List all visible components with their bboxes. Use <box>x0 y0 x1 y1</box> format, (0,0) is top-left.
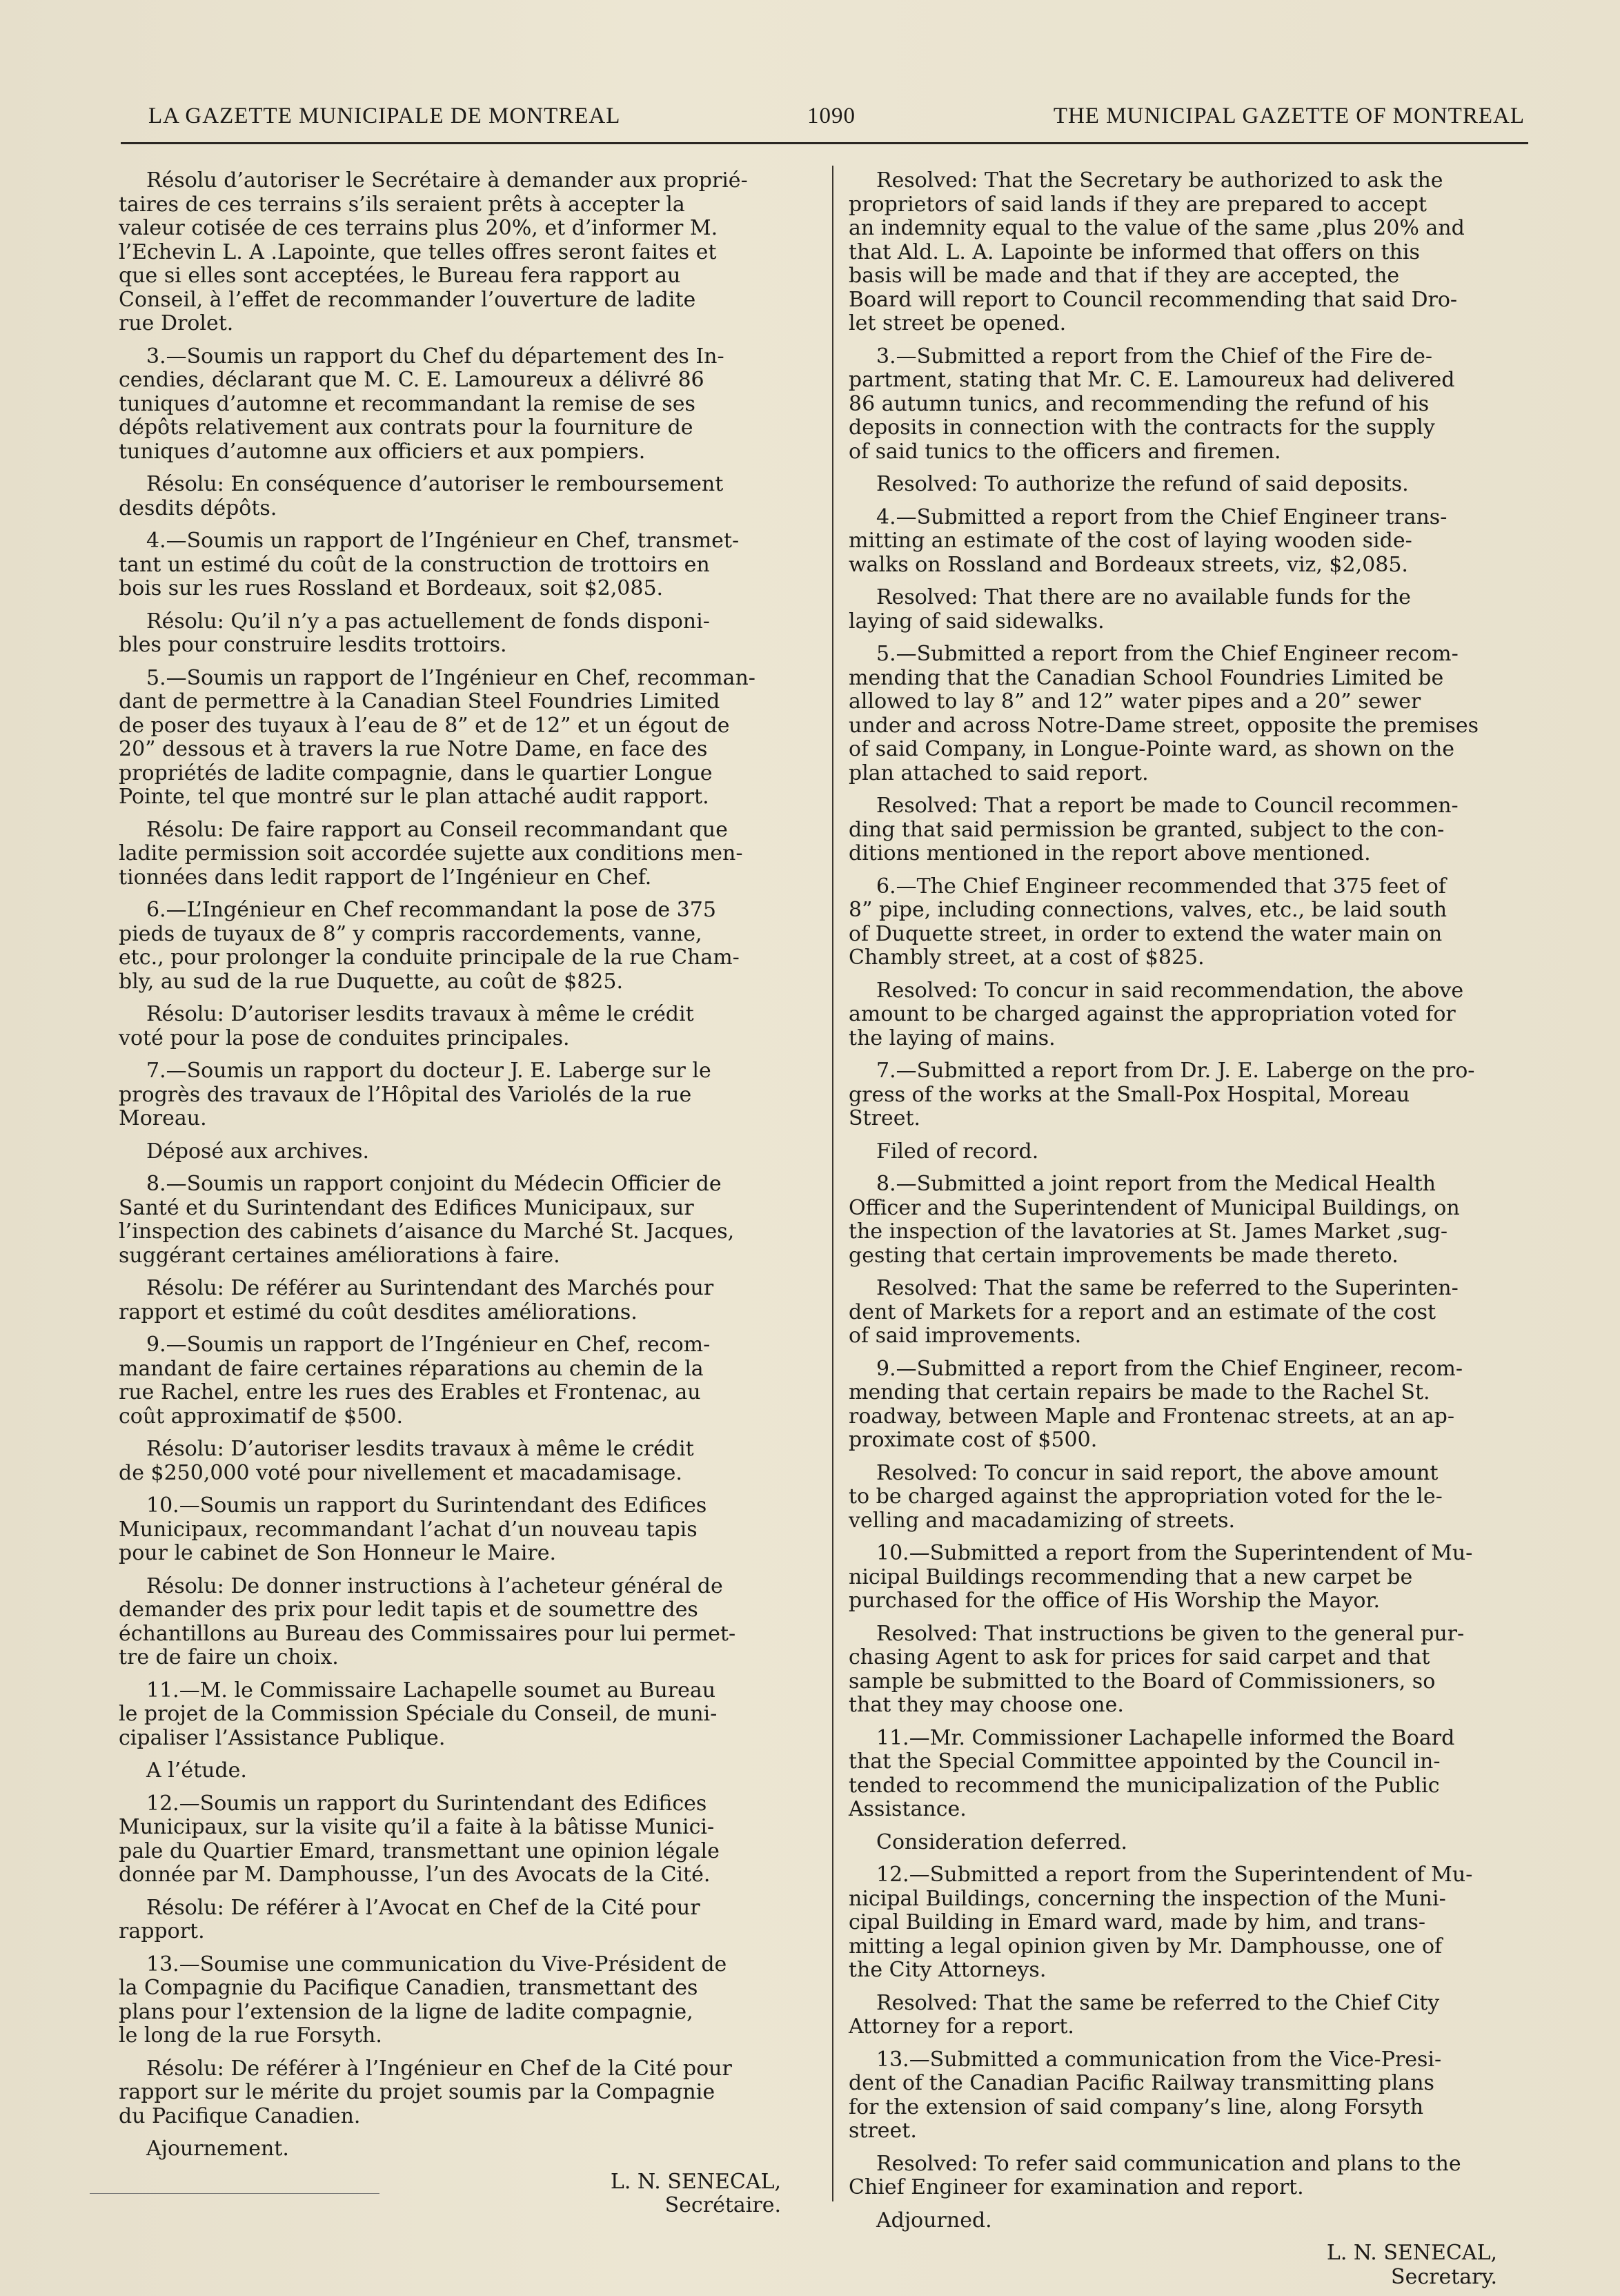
french-paragraph: Résolu: De donner instructions à l’acheteur général de demander des prix pour ledit tapis et de soumettre des échantillons au Bureau des Commissaires pour lui permet- tre de faire un choix. <box>119 1573 736 1669</box>
french-paragraph: 13.—Soumise une communication du Vive-Président de la Compagnie du Pacifique Canadien, transmettant des plans pour l’extension de la ligne de ladite compagnie, le long de la rue Forsyth. <box>119 1952 727 2048</box>
english-paragraph: 12.—Submitted a report from the Superintendent of Mu- nicipal Buildings, concerning the inspection of the Muni- cipal Building in Emard ward, made by him, and trans- mitting a legal opinion given by Mr. Damphousse, one of the City Attorneys. <box>849 1863 1473 1982</box>
french-column <box>119 169 802 2218</box>
english-paragraph: Resolved: To concur in said recommendation, the above amount to be charged against the appropriation voted for the laying of mains. <box>849 978 1464 1050</box>
french-paragraph: 3.—Soumis un rapport du Chef du département des In- cendies, déclarant que M. C. E. Lamoureux a délivré 86 tuniques d’automne et recommandant la remise de ses dépôts relativement aux contrats pour la fourniture de tuniques d’automne aux officiers et aux pompiers. <box>119 344 724 464</box>
french-paragraph: A l’étude. <box>146 1758 247 1783</box>
french-paragraph: Résolu: De faire rapport au Conseil recommandant que ladite permission soit accordée sujette aux conditions men- tionnées dans ledit rapport de l’Ingénieur en Chef. <box>119 817 743 890</box>
french-paragraph: 11.—M. le Commissaire Lachapelle soumet au Bureau le projet de la Commission Spéciale du Conseil, de muni- cipaliser l’Assistance Publique. <box>119 1678 718 1750</box>
english-paragraph: 7.—Submitted a report from Dr. J. E. Laberge on the pro- gress of the works at the Small-Pox Hospital, Moreau Street. <box>849 1059 1475 1130</box>
french-paragraph: Déposé aux archives. <box>146 1139 369 1164</box>
page-header <box>148 104 1525 145</box>
french-paragraph: Ajournement. <box>146 2137 289 2161</box>
english-paragraph: 6.—The Chief Engineer recommended that 375 feet of 8” pipe, including connections, valves, etc., be laid south of Duquette street, in order to extend the water main on Chambly street, at a cost of $825. <box>849 874 1448 970</box>
english-paragraph: Resolved: That there are no available funds for the laying of said sidewalks. <box>849 585 1411 634</box>
english-paragraph: Resolved: That the same be referred to the Superinten- dent of Markets for a report and an estimate of the cost of said improvements. <box>849 1276 1459 1348</box>
english-paragraph: Resolved: That the same be referred to the Chief City Attorney for a report. <box>849 1990 1440 2039</box>
french-paragraph: Résolu: En conséquence d’autoriser le remboursement desdits dépôts. <box>119 472 724 520</box>
french-paragraph: Résolu: De référer à l’Avocat en Chef de la Cité pour rapport. <box>119 1895 700 1943</box>
english-paragraph: Resolved: To refer said communication and plans to the Chief Engineer for examination and report. <box>849 2151 1461 2199</box>
french-paragraph: Résolu: De référer à l’Ingénieur en Chef de la Cité pour rapport sur le mérite du projet soumis par la Compagnie du Pacifique Canadien. <box>119 2056 732 2128</box>
english-paragraph: Resolved: To authorize the refund of said deposits. <box>876 472 1409 496</box>
french-paragraph: 12.—Soumis un rapport du Surintendant des Edifices Municipaux, sur la visite qu’il a faite à la bâtisse Munici- pale du Quartier Emard, transmettant une opinion légale donnée par M. Damphousse, l’un des Avocats de la Cité. <box>119 1791 720 1887</box>
english-paragraph: Resolved: That the Secretary be authorized to ask the proprietors of said lands if they are prepared to accept an indemnity equal to the value of the same ,plus 20% and that Ald. L. A. Lapointe be informed that offers on this basis will be made and that if they are accepted, the Board will report to Council recommending that said Dro- let street be opened. <box>849 168 1465 335</box>
french-paragraph: Résolu: D’autoriser lesdits travaux à même le crédit voté pour la pose de conduites principales. <box>119 1002 694 1050</box>
french-signature: L. N. SENECAL, Secrétaire. <box>610 2169 781 2217</box>
page-number: 1090 <box>807 104 856 128</box>
footer-rule <box>90 2193 379 2194</box>
english-paragraph: 5.—Submitted a report from the Chief Engineer recom- mending that the Canadian School Foundries Limited be allowed to lay 8” and 12” water pipes and a 20” sewer under and across Notre-Dame street, opposite the premises of said Company, in Longue-Pointe ward, as shown on the plan attached to said report. <box>849 642 1479 785</box>
french-paragraph: 5.—Soumis un rapport de l’Ingénieur en Chef, recomman- dant de permettre à la Canadian Steel Foundries Limited de poser des tuyaux à l’eau de 8” et de 12” et un égout de 20” dessous et à travers la rue Notre Dame, en face des propriétés de ladite compagnie, dans le quartier Longue Pointe, tel que montré sur le plan attaché audit rapport. <box>119 665 755 809</box>
english-paragraph: Adjourned. <box>876 2208 992 2233</box>
header-french-title: LA GAZETTE MUNICIPALE DE MONTREAL <box>148 104 621 128</box>
english-paragraph: 10.—Submitted a report from the Superintendent of Mu- nicipal Buildings recommending that a new carpet be purchased for the office of His Worship the Mayor. <box>849 1541 1473 1613</box>
english-paragraph: 11.—Mr. Commissioner Lachapelle informed the Board that the Special Committee appointed by the Council in- tended to recommend the municipalization of the Public Assistance. <box>849 1725 1455 1821</box>
english-paragraph: Resolved: That instructions be given to the general pur- chasing Agent to ask for prices for said carpet and that sample be submitted to the Board of Commissioners, so that they may choose one. <box>849 1621 1465 1717</box>
english-paragraph: 13.—Submitted a communication from the Vice-Presi- dent of the Canadian Pacific Railway transmitting plans for the extension of said company’s line, along Forsyth street. <box>849 2047 1442 2143</box>
english-paragraph: Filed of record. <box>876 1139 1039 1164</box>
french-paragraph: 10.—Soumis un rapport du Surintendant des Edifices Municipaux, recommandant l’achat d’un nouveau tapis pour le cabinet de Son Honneur le Maire. <box>119 1493 707 1565</box>
column-divider <box>832 166 833 2201</box>
english-paragraph: Resolved: That a report be made to Council recommen- ding that said permission be granted, subject to the con- ditions mentioned in the report above mentioned. <box>849 794 1459 865</box>
french-paragraph: Résolu d’autoriser le Secrétaire à demander aux proprié- taires de ces terrains s’ils seraient prêts à accepter la valeur cotisée de ces terrains plus 20%, et d’informer M. l’Echevin L. A .Lapointe, que telles offres seront faites et que si elles sont acceptées, le Bureau fera rapport au Conseil, à l’effet de recommander l’ouverture de ladite rue Drolet. <box>119 168 748 335</box>
french-paragraph: 6.—L’Ingénieur en Chef recommandant la pose de 375 pieds de tuyaux de 8” y compris raccordements, vanne, etc., pour prolonger la conduite principale de la rue Cham- bly, au sud de la rue Duquette, au coût de $825. <box>119 898 740 994</box>
english-paragraph: 3.—Submitted a report from the Chief of the Fire de- partment, stating that Mr. C. E. Lamoureux had delivered 86 autumn tunics, and recommending the refund of his deposits in connection with the contracts for the supply of said tunics to the officers and firemen. <box>849 344 1455 464</box>
french-paragraph: 4.—Soumis un rapport de l’Ingénieur en Chef, transmet- tant un estimé du coût de la construction de trottoirs en bois sur les rues Rossland et Bordeaux, soit $2,085. <box>119 529 740 600</box>
english-paragraph: Resolved: To concur in said report, the above amount to be charged against the appropriation voted for the le- velling and macadamizing of streets. <box>849 1460 1443 1533</box>
english-paragraph: Consideration deferred. <box>876 1829 1128 1854</box>
english-column <box>849 169 1518 2289</box>
french-paragraph: Résolu: Qu’il n’y a pas actuellement de fonds disponi- bles pour construire lesdits trottoirs. <box>119 609 710 657</box>
french-paragraph: Résolu: De référer au Surintendant des Marchés pour rapport et estimé du coût desdites améliorations. <box>119 1276 714 1324</box>
english-signature: L. N. SENECAL, Secretary. <box>1326 2241 1497 2289</box>
english-paragraph: 9.—Submitted a report from the Chief Engineer, recom- mending that certain repairs be made to the Rachel St. roadway, between Maple and Frontenac streets, at an ap- proximate cost of $500. <box>849 1356 1463 1452</box>
english-paragraph: 4.—Submitted a report from the Chief Engineer trans- mitting an estimate of the cost of laying wooden side- walks on Rossland and Bordeaux streets, viz, $2,085. <box>849 504 1448 577</box>
french-paragraph: Résolu: D’autoriser lesdits travaux à même le crédit de $250,000 voté pour nivellement et macadamisage. <box>119 1437 694 1485</box>
header-english-title: THE MUNICIPAL GAZETTE OF MONTREAL <box>1053 104 1525 128</box>
french-paragraph: 7.—Soumis un rapport du docteur J. E. Laberge sur le progrès des travaux de l’Hôpital des Variolés de la rue Moreau. <box>119 1059 711 1130</box>
french-paragraph: 8.—Soumis un rapport conjoint du Médecin Officier de Santé et du Surintendant des Edifices Municipaux, sur l’inspection des cabinets d’aisance du Marché St. Jacques, suggérant certaines améliorations à faire. <box>119 1172 735 1268</box>
english-paragraph: 8.—Submitted a joint report from the Medical Health Officer and the Superintendent of Municipal Buildings, on the inspection of the lavatories at St. James Market ,sug- gesting that certain improvements be made thereto. <box>849 1172 1460 1268</box>
header-rule <box>121 142 1528 144</box>
french-paragraph: 9.—Soumis un rapport de l’Ingénieur en Chef, recom- mandant de faire certaines réparations au chemin de la rue Rachel, entre les rues des Erables et Frontenac, au coût approximatif de $500. <box>119 1333 711 1429</box>
